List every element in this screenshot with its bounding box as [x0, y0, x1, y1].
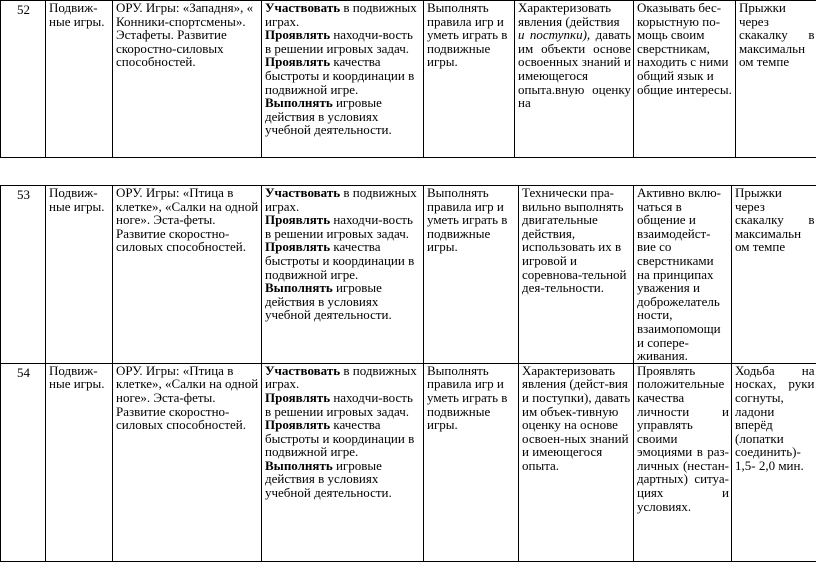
ability-text: Характеризовать явления (действия: [518, 1, 620, 29]
skill-text: игровые действия в условиях учебной деятельности.: [265, 280, 392, 322]
homework-cell: Прыжки через скакалку в максимальн ом темпе: [732, 186, 816, 364]
skill-verb: Участвовать: [265, 1, 340, 16]
skill-text: в подвижных играх.: [265, 1, 417, 29]
homework-cell: Ходьба на носках, руки согнуты, ладони вперёд (лопатки соединить)- 1,5- 2,0 мин.: [732, 363, 816, 561]
skill-verb: Проявлять: [265, 239, 330, 254]
ability-text: давать им объекти основе освоенных знаний и имеющегося опыта.вную оценку на: [518, 27, 631, 110]
skill-verb: Проявлять: [265, 417, 330, 432]
ability-text-italic: и поступки),: [518, 27, 590, 42]
ability-cell: Технически пра-вильно выполнять двигательные действия, использовать их в игровой и соревнова-тельной дея-тельности.: [519, 186, 634, 364]
lesson-table-bottom: [0, 185, 816, 562]
skill-verb: Проявлять: [265, 390, 330, 405]
lesson-content: ОРУ. Игры: «Птица в клетке», «Салки на одной ноге». Эста-феты. Развитие скоростно-силовых способностей.: [113, 186, 262, 364]
goal-cell: Выполнять правила игр и уметь играть в подвижные игры.: [424, 1, 515, 158]
ability-cell: Характеризовать явления (дейст-вия и поступки), давать им объек-тивную оценку на основе освоен-ных знаний и имеющегося опыта.: [519, 363, 634, 561]
skill-verb: Участвовать: [265, 186, 340, 201]
lesson-type: Подвиж- ные игры.: [46, 1, 113, 158]
skill-text: находчи-вость в решении игровых задач.: [265, 27, 413, 56]
skill-text: находчи-вость в решении игровых задач.: [265, 390, 413, 419]
homework-cell: Прыжки через скакалку в максимальн ом темпе: [736, 1, 816, 158]
skill-text: в подвижных играх.: [265, 363, 417, 391]
personal-cell: Оказывать бес-корыстную по-мощь своим сверстникам, находить с ними общий язык и общие интересы.: [634, 1, 736, 158]
lesson-number: 53: [1, 186, 46, 364]
skill-text: качества быстроты и координации в подвижной игре.: [265, 54, 414, 96]
lesson-content: ОРУ. Игры: «Птица в клетке», «Салки на одной ноге». Эста-феты. Развитие скоростно-силовых способностей.: [113, 363, 262, 561]
lesson-type: Подвиж- ные игры.: [46, 363, 113, 561]
table-row: [1, 363, 816, 561]
skill-verb: Проявлять: [265, 54, 330, 69]
goal-cell: Выполнять правила игр и уметь играть в подвижные игры.: [424, 363, 519, 561]
goal-cell: Выполнять правила игр и уметь играть в подвижные игры.: [424, 186, 519, 364]
lesson-number: 52: [1, 1, 46, 158]
skill-text: качества быстроты и координации в подвижной игре.: [265, 417, 414, 459]
lesson-number: 54: [1, 363, 46, 561]
personal-cell: Проявлять положительные качества личности и управлять своими эмоциями в раз-личных (нестан-дартных) ситуа-циях и условиях.: [634, 363, 732, 561]
skill-verb: Выполнять: [265, 458, 333, 473]
skill-text: игровые действия в условиях учебной деятельности.: [265, 458, 392, 500]
lesson-type: Подвиж- ные игры.: [46, 186, 113, 364]
skill-verb: Выполнять: [265, 95, 333, 110]
lesson-content: ОРУ. Игры: «Западня», « Конники-спортсмены». Эстафеты. Развитие скоростно-силовых способностей.: [113, 1, 262, 158]
skill-text: в подвижных играх.: [265, 186, 417, 214]
table-row: [1, 186, 816, 364]
skills-cell: [262, 363, 424, 561]
lesson-table-top: [0, 0, 816, 158]
skills-cell: [262, 186, 424, 364]
skills-cell: [262, 1, 424, 158]
ability-cell: [515, 1, 634, 158]
skill-text: игровые действия в условиях учебной деятельности.: [265, 95, 392, 137]
personal-cell: Активно вклю-чаться в общение и взаимодейст-вие со сверстниками на принципах уважения и доброжелатель ности, взаимопомощи и сопере-живания.: [634, 186, 732, 364]
skill-verb: Проявлять: [265, 27, 330, 42]
skill-verb: Выполнять: [265, 280, 333, 295]
skill-verb: Проявлять: [265, 212, 330, 227]
skill-text: качества быстроты и координации в подвижной игре.: [265, 239, 414, 281]
table-row: [1, 1, 816, 158]
skill-verb: Участвовать: [265, 363, 340, 378]
skill-text: находчи-вость в решении игровых задач.: [265, 212, 413, 241]
